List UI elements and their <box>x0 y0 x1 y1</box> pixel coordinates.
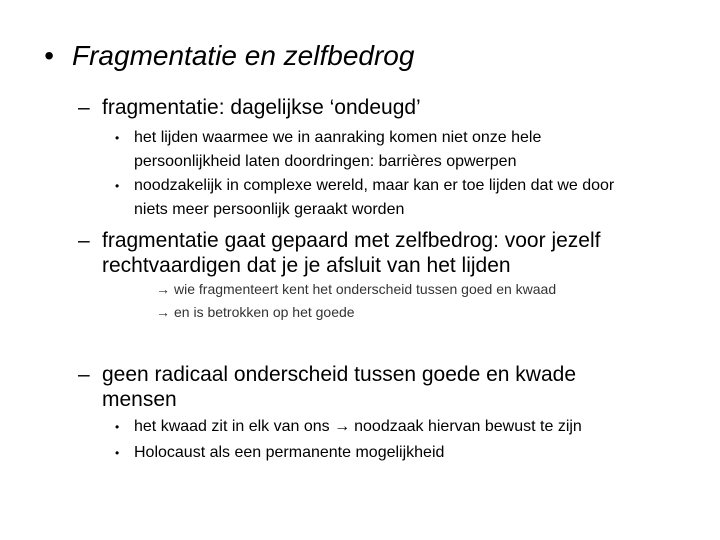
item-2-arrow-line-1 <box>156 277 556 301</box>
dash-1: – <box>78 96 90 119</box>
item-1-sub-2-line-1: noodzakelijk in complexe wereld, maar kan er toe lijden dat we door <box>134 177 615 194</box>
item-2-arrow-text-2: en is betrokken op het goede <box>174 304 355 320</box>
arrow-right-icon: → <box>156 304 170 320</box>
item-1-sub-2-line-2: niets meer persoonlijk geraakt worden <box>134 201 405 218</box>
item-1-text: fragmentatie: dagelijkse ‘ondeugd’ <box>102 96 421 119</box>
item-2-arrow-text-1: wie fragmenteert kent het onderscheid tussen goed en kwaad <box>174 281 557 297</box>
bullet-3-1: • <box>115 420 120 434</box>
item-2-line-2: rechtvaardigen dat je je afsluit van het lijden <box>102 254 511 277</box>
arrow-right-icon: → <box>156 281 170 297</box>
item-3-sub-2: Holocaust als een permanente mogelijkheid <box>134 444 445 461</box>
item-2-line-1: fragmentatie gaat gepaard met zelfbedrog: voor jezelf <box>102 229 601 252</box>
dash-2: – <box>78 229 90 252</box>
item-3-sub-1-text-a: het kwaad zit in elk van ons <box>134 418 330 435</box>
item-3-sub-1 <box>134 415 582 439</box>
bullet-1-2: • <box>115 179 120 193</box>
item-3-line-1: geen radicaal onderscheid tussen goede en kwade <box>102 363 577 386</box>
item-3-sub-1-text-b: noodzaak hiervan bewust te zijn <box>354 418 582 435</box>
item-2-arrow-line-2 <box>156 300 355 324</box>
bullet-1-1: • <box>115 131 120 145</box>
dash-3: – <box>78 363 90 386</box>
item-1-sub-1-line-1: het lijden waarmee we in aanraking komen niet onze hele <box>134 129 542 146</box>
bullet-3-2: • <box>115 446 120 460</box>
arrow-right-icon: → <box>334 418 351 435</box>
item-1-sub-1-line-2: persoonlijkheid laten doordringen: barrières opwerpen <box>134 153 517 170</box>
item-3-line-2: mensen <box>102 388 177 411</box>
slide-title: Fragmentatie en zelfbedrog <box>72 40 415 71</box>
title-bullet: • <box>44 40 54 71</box>
